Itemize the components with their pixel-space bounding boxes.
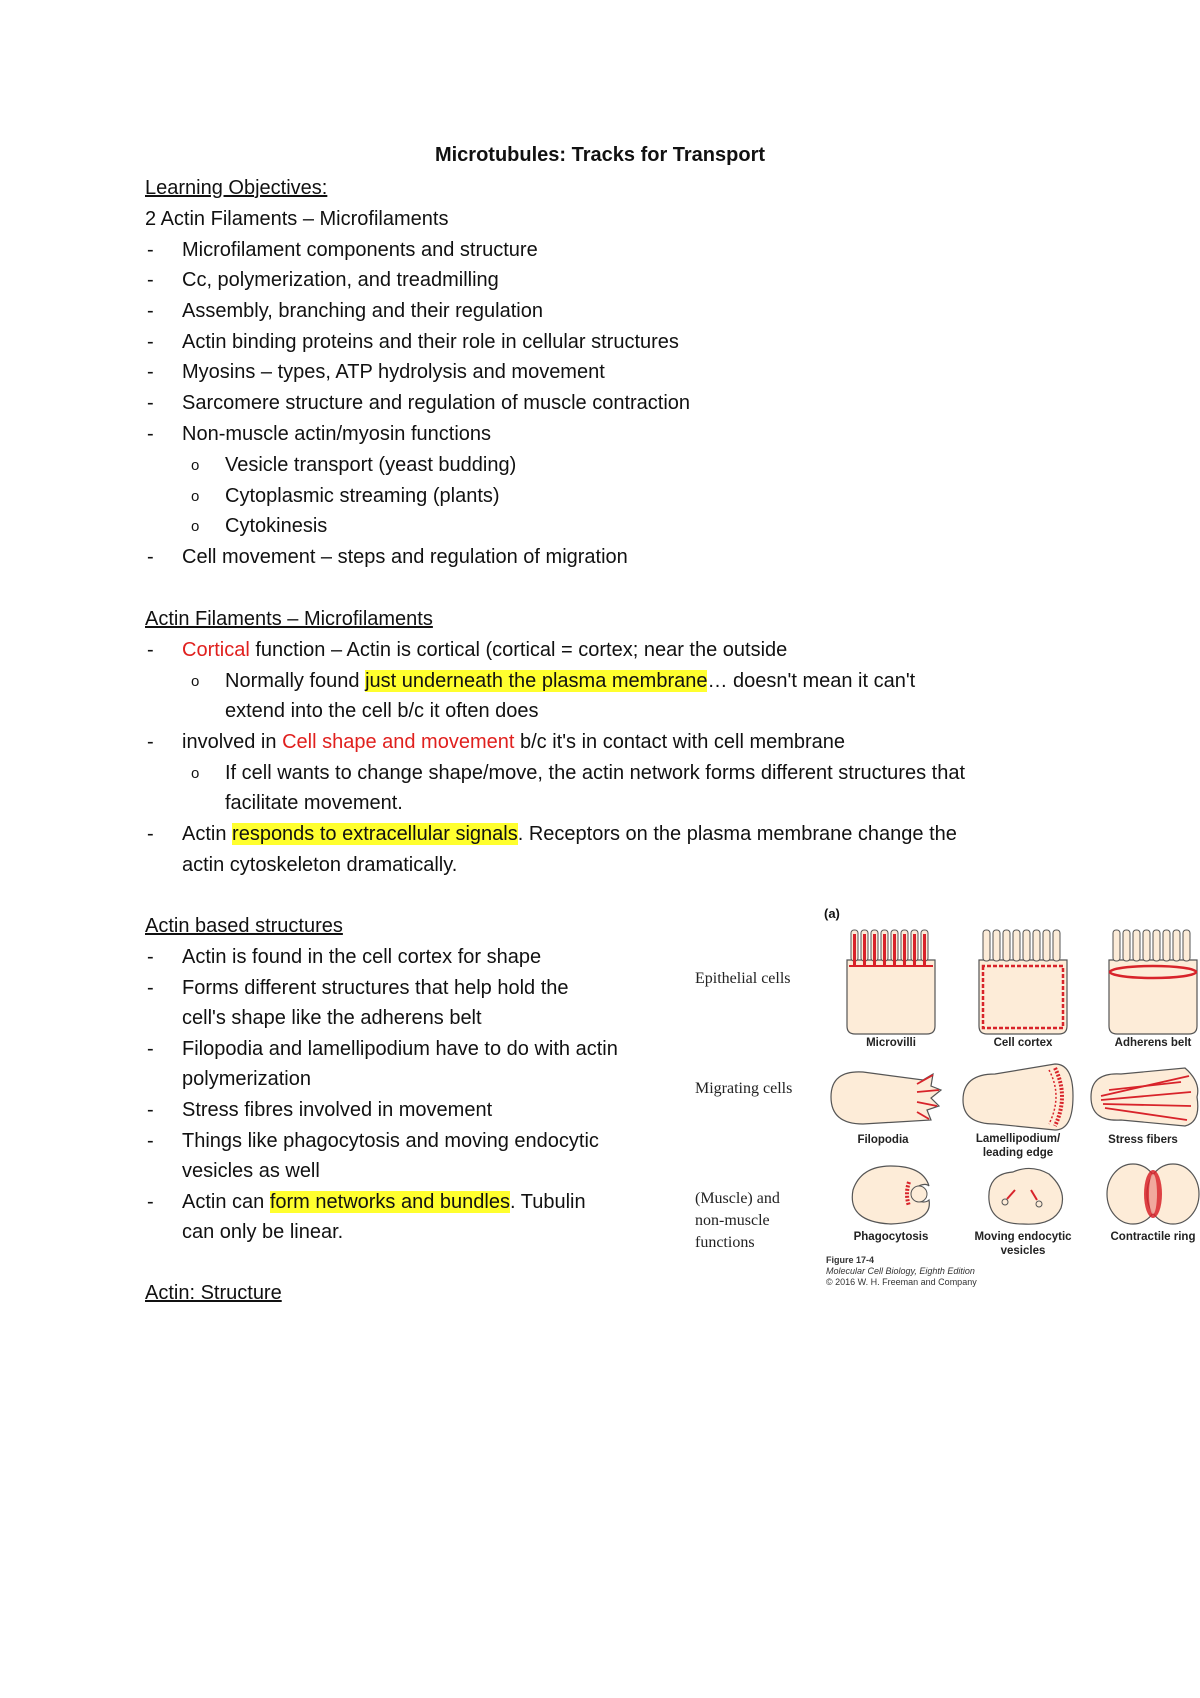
red-term: Cell shape and movement <box>282 731 515 753</box>
endocytic-vesicles-diagram <box>973 1160 1073 1230</box>
list-item: Forms different structures that help hold the <box>182 977 569 999</box>
text-run: function – Actin is cortical (cortical = cortex; near the outside <box>249 639 788 661</box>
figure-caption: Lamellipodium/ <box>975 1133 1061 1145</box>
list-item <box>182 730 845 754</box>
text-run: . Tubulin <box>509 1191 586 1213</box>
figure-caption: Moving endocytic <box>974 1231 1072 1243</box>
sub-bullet: o <box>191 765 200 782</box>
list-bullet: - <box>147 731 154 753</box>
list-item-continued: can only be linear. <box>182 1221 344 1243</box>
row-label: non-muscle <box>695 1212 770 1229</box>
list-item: Things like phagocytosis and moving endocytic <box>182 1130 599 1152</box>
list-bullet: - <box>147 823 154 845</box>
list-item: Actin is found in the cell cortex for shape <box>182 946 542 968</box>
figure-number: Figure 17-4 <box>826 1255 875 1265</box>
figure-caption: Phagocytosis <box>853 1231 929 1243</box>
figure-credit <box>826 1255 977 1288</box>
list-bullet: - <box>147 423 154 445</box>
list-item-continued: vesicles as well <box>182 1160 320 1182</box>
text-run: Actin <box>182 823 233 845</box>
objectives-heading: Learning Objectives: <box>145 177 328 199</box>
list-bullet: - <box>147 1099 154 1121</box>
contractile-ring-diagram <box>1103 1158 1200 1230</box>
list-item <box>182 822 957 846</box>
row-label: functions <box>695 1234 755 1251</box>
list-bullet: - <box>147 946 154 968</box>
sub-list-item-continued: facilitate movement. <box>225 792 403 814</box>
list-item: Cell movement – steps and regulation of migration <box>182 546 628 568</box>
list-item: Sarcomere structure and regulation of muscle contraction <box>182 392 691 414</box>
stress-fibers-diagram <box>1081 1062 1200 1132</box>
text-run: involved in <box>182 731 283 753</box>
list-bullet: - <box>147 977 154 999</box>
list-item <box>182 1190 586 1214</box>
sub-list-item <box>225 669 915 693</box>
section-heading: Actin: Structure <box>145 1282 282 1304</box>
figure-caption: Contractile ring <box>1110 1231 1196 1243</box>
list-item: Actin binding proteins and their role in cellular structures <box>182 331 679 353</box>
list-item: Cc, polymerization, and treadmilling <box>182 269 499 291</box>
figure-caption: Stress fibers <box>1108 1134 1178 1146</box>
filopodia-diagram <box>823 1062 948 1132</box>
figure-caption: Microvilli <box>866 1037 916 1049</box>
list-item: Assembly, branching and their regulation <box>182 300 543 322</box>
sub-bullet: o <box>191 673 200 690</box>
row-label: Migrating cells <box>695 1080 793 1097</box>
list-item: Filopodia and lamellipodium have to do with actin <box>182 1038 618 1060</box>
lamellipodium-diagram <box>955 1060 1080 1134</box>
row-label: (Muscle) and <box>695 1190 780 1207</box>
highlighted-text: form networks and bundles <box>269 1191 510 1213</box>
figure-panel-tag: (a) <box>824 906 840 921</box>
adherens-belt-diagram <box>1103 926 1200 1036</box>
list-item: Myosins – types, ATP hydrolysis and movement <box>182 361 605 383</box>
text-run: … doesn't mean it can't <box>707 670 916 692</box>
list-bullet: - <box>147 361 154 383</box>
sub-bullet: o <box>191 488 200 505</box>
figure-copyright: © 2016 W. H. Freeman and Company <box>826 1277 977 1287</box>
text-run: Actin can <box>182 1191 270 1213</box>
list-bullet: - <box>147 239 154 261</box>
figure-caption: Cell cortex <box>993 1037 1053 1049</box>
microvilli-diagram <box>841 926 941 1036</box>
highlighted-text: responds to extracellular signals <box>232 823 518 845</box>
list-bullet: - <box>147 1038 154 1060</box>
highlighted-text: just underneath the plasma membrane <box>365 670 708 692</box>
list-item-continued: cell's shape like the adherens belt <box>182 1007 482 1029</box>
objectives-subheading: 2 Actin Filaments – Microfilaments <box>145 208 449 230</box>
section-heading: Actin based structures <box>145 915 343 937</box>
list-bullet: - <box>147 300 154 322</box>
cell-cortex-diagram <box>973 926 1073 1036</box>
list-item-continued: actin cytoskeleton dramatically. <box>182 854 458 876</box>
page-title: Microtubules: Tracks for Transport <box>434 144 766 166</box>
list-bullet: - <box>147 1130 154 1152</box>
sub-bullet: o <box>191 518 200 535</box>
figure-source-book: Molecular Cell Biology, Eighth Edition <box>826 1266 975 1276</box>
sub-bullet: o <box>191 457 200 474</box>
list-bullet: - <box>147 1191 154 1213</box>
list-item: Non-muscle actin/myosin functions <box>182 423 492 445</box>
figure-caption: vesicles <box>1000 1245 1046 1257</box>
list-bullet: - <box>147 269 154 291</box>
figure-caption: Adherens belt <box>1114 1037 1192 1049</box>
sub-list-item: Vesicle transport (yeast budding) <box>225 454 517 476</box>
phagocytosis-diagram <box>841 1160 941 1230</box>
list-item-continued: polymerization <box>182 1068 311 1090</box>
list-item <box>182 638 787 662</box>
figure-caption: leading edge <box>982 1147 1054 1159</box>
list-item: Microfilament components and structure <box>182 239 538 261</box>
sub-list-item: Cytokinesis <box>225 515 328 537</box>
list-bullet: - <box>147 392 154 414</box>
row-label: Epithelial cells <box>695 970 791 987</box>
list-bullet: - <box>147 546 154 568</box>
red-term: Cortical <box>182 639 250 661</box>
text-run: . Receptors on the plasma membrane change the <box>517 823 957 845</box>
list-bullet: - <box>147 331 154 353</box>
text-run: Normally found <box>225 670 366 692</box>
list-bullet: - <box>147 639 154 661</box>
section-heading: Actin Filaments – Microfilaments <box>145 608 433 630</box>
sub-list-item: Cytoplasmic streaming (plants) <box>225 485 500 507</box>
text-run: b/c it's in contact with cell membrane <box>514 731 846 753</box>
figure-caption: Filopodia <box>857 1134 909 1146</box>
sub-list-item: If cell wants to change shape/move, the actin network forms different structures that <box>225 762 965 784</box>
actin-structures-figure <box>693 902 1200 1292</box>
sub-list-item-continued: extend into the cell b/c it often does <box>225 700 539 722</box>
list-item: Stress fibres involved in movement <box>182 1099 493 1121</box>
